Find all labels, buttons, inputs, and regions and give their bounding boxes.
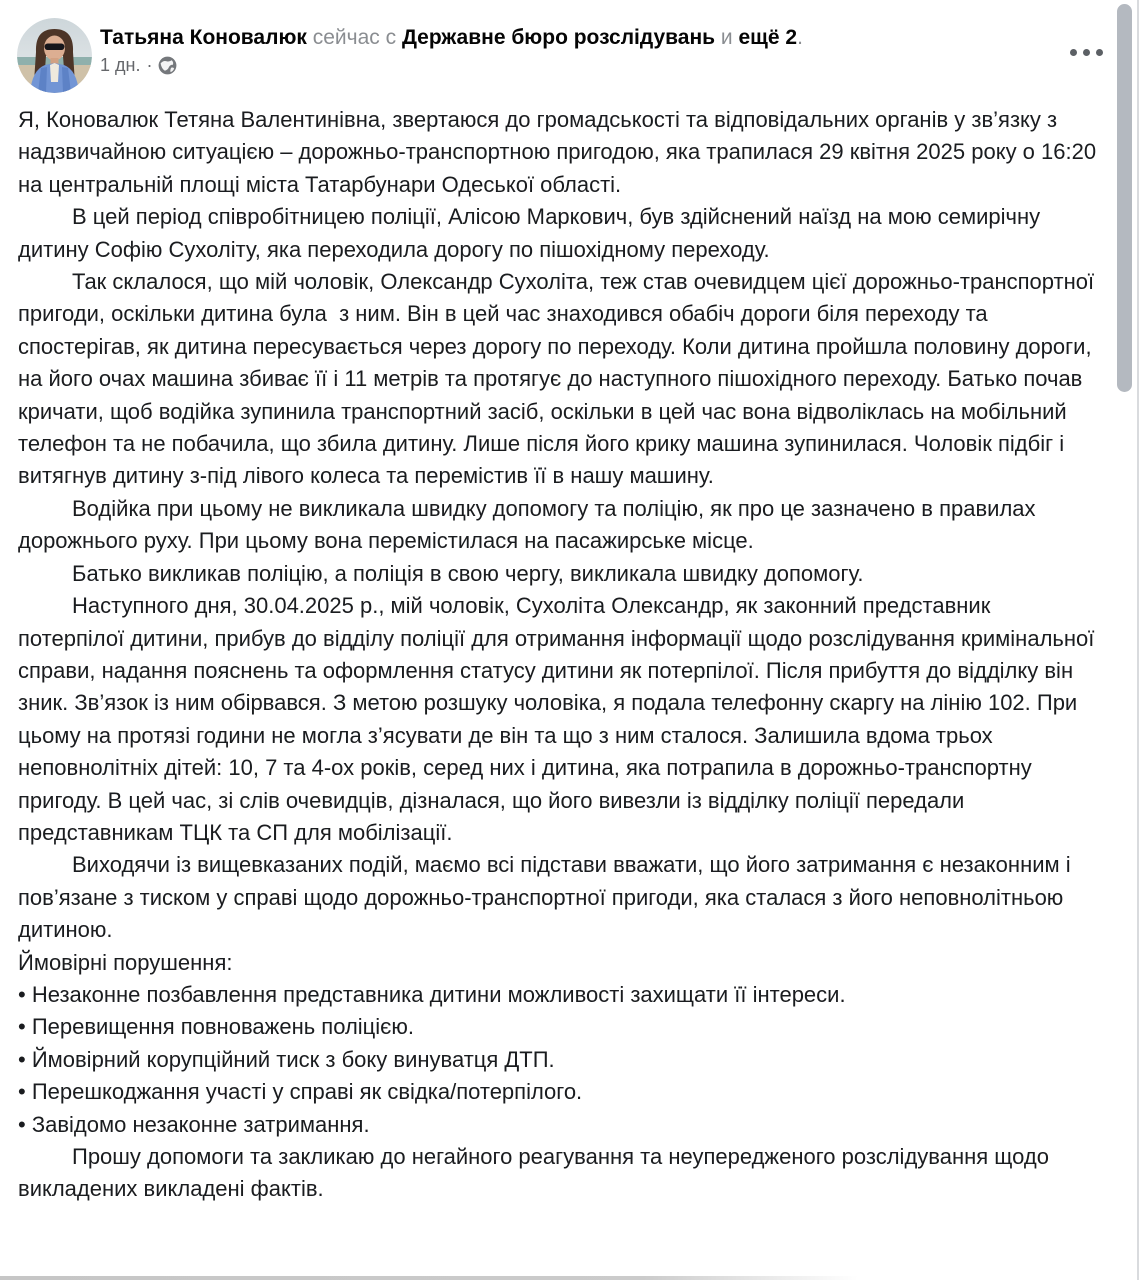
ellipsis-icon [1096, 49, 1103, 56]
bullet-item: • Ймовірний корупційний тиск з боку винуватця ДТП. [18, 1046, 555, 1072]
bullet-item: • Завідомо незаконне затримання. [18, 1111, 370, 1137]
tagged-page-link[interactable]: Державне бюро розслідувань [401, 26, 716, 49]
post-body [0, 104, 1142, 1206]
post-meta-line [100, 55, 803, 76]
paragraph: Батько викликав поліцію, а поліція в свою чергу, викликала швидку допомогу. [72, 560, 864, 586]
post-timestamp[interactable]: 1 дн. [100, 55, 141, 75]
header-period: . [797, 26, 803, 49]
ellipsis-icon [1070, 49, 1077, 56]
avatar-photo [17, 18, 92, 93]
header-connector: сейчас с [312, 26, 397, 49]
bullet-item: • Перевищення повноважень поліцією. [18, 1014, 415, 1040]
ellipsis-icon [1083, 49, 1090, 56]
author-name-link[interactable]: Татьяна Коновалюк [100, 26, 307, 49]
post-header [0, 0, 1142, 93]
avatar[interactable] [17, 18, 92, 93]
paragraph: Ймовірні порушення: [18, 949, 233, 975]
paragraph: Водійка при цьому не викликала швидку допомогу та поліцію, як про це зазначено в правилах дорожнього руху. При цьому вона перемістилася на пасажирське місце. [18, 495, 1042, 554]
bullet-item: • Незаконне позбавлення представника дитини можливості захищати її інтереси. [18, 981, 846, 1007]
paragraph: В цей період співробітницею поліції, Алісою Маркович, був здійснений наїзд на мою семирічну дитину Софію Сухоліту, яка переходила дорогу по пішохідному переходу. [18, 204, 1047, 262]
paragraph: Виходячи із вищевказаних подій, маємо всі підстави вважати, що його затримання є незаконним і пов’язане з тиском у справі щодо дорожньо-транспортної пригоди, яка сталася з його неповнолітньою дитиною. [18, 852, 1077, 943]
more-tags-link[interactable]: ещё 2 [738, 26, 798, 49]
paragraph: Наступного дня, 30.04.2025 р., мій чоловік, Сухоліта Олександр, як законний представник потерпілої дитини, прибув до відділу поліції для отримання інформації щодо розслідування кримінальної справи, надання пояснень та оформлення статусу дитини як потерпілої. Після прибуття до відділку він зник. Зв’язок із ним обірвався. З метою розшуку чоловіка, я подала телефонну скаргу на лінію 102. При цьому на протязі години не могла з’ясувати де він та що з ним сталося. Залишила вдома трьох неповнолітніх дітей: 10, 7 та 4-ох років, серед них і дитина, яка потрапила в дорожньо-транспортну пригоду. В цей час, зі слів очевидців, дізналася, що його вивезли із відділку поліції передали представникам ТЦК та СП для мобілізації. [18, 593, 1101, 845]
scrollbar-track [1137, 0, 1139, 1280]
paragraph: Я, Коновалюк Тетяна Валентинівна, звертаюся до громадськості та відповідальних органів у зв’язку з надзвичайною ситуацією – дорожньо-транспортною пригодою, яка трапилася 29 квітня 2025 року о 16:20 на центральній площі міста Татарбунари Одеської області. [18, 107, 1103, 197]
post-title-line [100, 23, 803, 52]
globe-icon [158, 56, 177, 75]
bullet-item: • Перешкоджання участі у справі як свідка/потерпілого. [18, 1079, 583, 1105]
paragraph: Прошу допомоги та закликаю до негайного реагування та неупередженого розслідування щодо викладених викладені фактів. [18, 1144, 1056, 1202]
scrollbar-thumb[interactable] [1117, 4, 1132, 392]
next-content-edge [0, 1276, 858, 1280]
post-menu-button[interactable] [1066, 45, 1107, 60]
header-and: и [720, 26, 733, 49]
header-text [100, 18, 803, 76]
paragraph: Так склалося, що мій чоловік, Олександр Сухоліта, теж став очевидцем цієї дорожньо-транспортної пригоди, оскільки дитина була з ним. Він в цей час знаходився обабіч дороги біля переходу та спостерігав, як дитина пересувається через дорогу по переходу. Коли дитина пройшла половину дороги, на його очах машина збиває її і 11 метрів та протягує до наступного пішохідного переходу. Батько почав кричати, щоб водійка зупинила транспортний засіб, оскільки в цей час вона відволіклась на мобільний телефон та не побачила, що збила дитину. Лише після його крику машина зупинилася. Чоловік підбіг і витягнув дитину з-під лівого колеса та перемістив її в нашу машину. [18, 269, 1101, 489]
meta-dot-separator: · [146, 55, 153, 75]
